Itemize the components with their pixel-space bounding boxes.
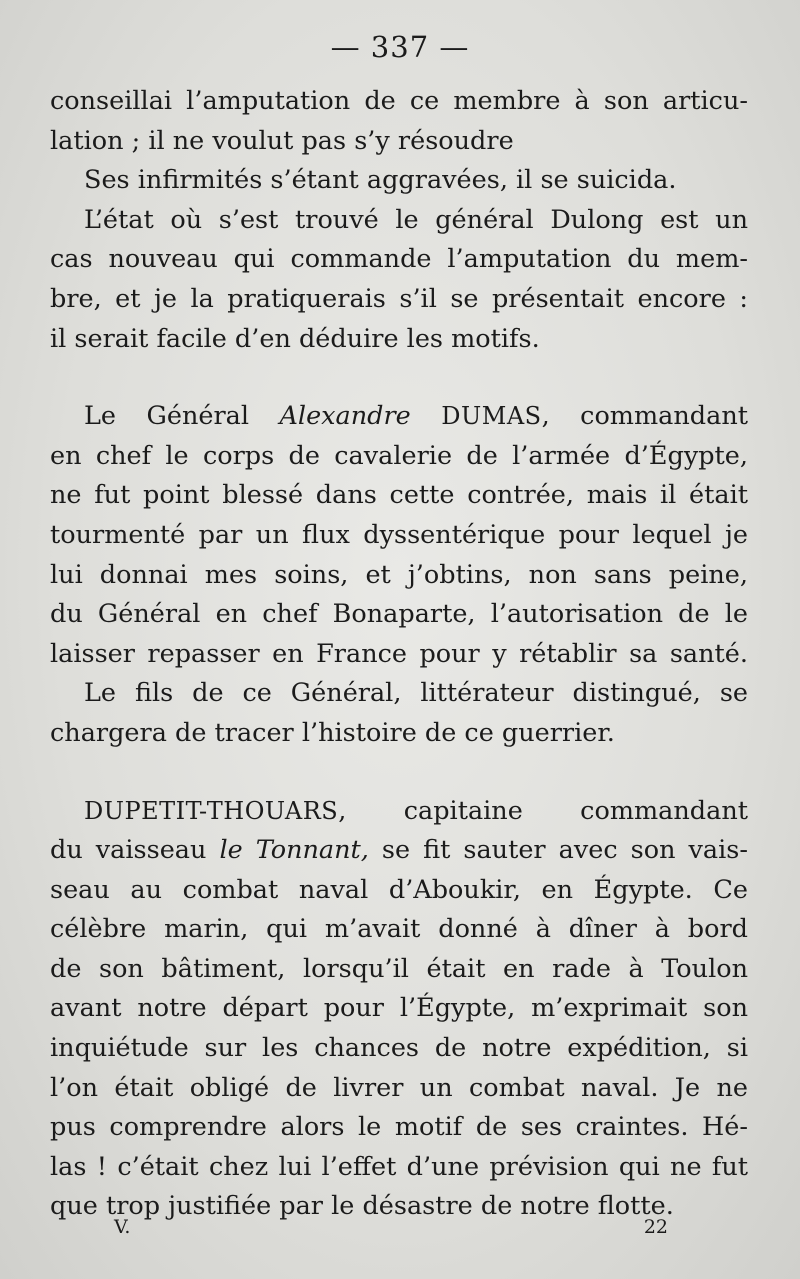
text-line	[50, 161, 748, 201]
text-line	[50, 82, 748, 122]
text-run: ne fut point blessé dans cette contrée, mais il était	[50, 480, 748, 511]
text-run: tourmenté par un flux dyssentérique pour lequel je	[50, 519, 748, 550]
text-run: Le fils de ce Général, littérateur distingué, se	[84, 678, 748, 709]
text-run: Le Général	[84, 401, 280, 432]
text-line	[50, 1029, 748, 1069]
text-line	[50, 516, 748, 556]
text-run: chargera de tracer l’histoire de ce guerrier.	[50, 717, 615, 748]
text-run: Alexandre	[279, 401, 411, 432]
text-line	[50, 201, 748, 241]
text-run: cas nouveau qui commande l’amputation du mem-	[50, 244, 748, 275]
text-run: que trop justifiée par le désastre de notre flotte.	[50, 1191, 674, 1222]
text-run: se fit sauter avec son vais-	[368, 835, 748, 866]
text-line	[50, 476, 748, 516]
text-run: , commandant	[541, 401, 748, 432]
text-line	[50, 1069, 748, 1109]
text-run: laisser repasser en France pour y rétablir sa santé.	[50, 638, 748, 669]
text-run: l’on était obligé de livrer un combat naval. Je ne	[50, 1072, 748, 1103]
text-line	[50, 437, 748, 477]
text-line	[50, 831, 748, 871]
text-line	[50, 122, 748, 162]
text-run: conseillai l’amputation de ce membre à son articu-	[50, 86, 748, 116]
page-footer	[0, 1216, 800, 1246]
text-run: L’état où s’est trouvé le général Dulong est un	[84, 204, 748, 235]
text-run: , capitaine commandant	[338, 795, 748, 826]
text-run: Ses infirmités s’étant aggravées, il se suicida.	[84, 165, 677, 196]
text-line	[50, 989, 748, 1029]
text-run: il serait facile d’en déduire les motifs.	[50, 323, 540, 354]
text-run: lation ; il ne voulut pas s’y résoudre	[50, 125, 514, 156]
text-run: DUMAS	[410, 402, 542, 431]
text-run: en chef le corps de cavalerie de l’armée d’Égypte,	[50, 440, 748, 471]
text-line	[50, 950, 748, 990]
text-run: pus comprendre alors le motif de ses craintes. Hé-	[50, 1112, 748, 1143]
text-run: du vaisseau	[50, 835, 220, 866]
text-run: avant notre départ pour l’Égypte, m’exprimait son	[50, 993, 748, 1024]
text-line	[50, 635, 748, 675]
text-run: bre, et je la pratiquerais s’il se présentait encore :	[50, 283, 748, 314]
page-number: — 337 —	[330, 30, 470, 64]
text-line	[50, 556, 748, 596]
text-line	[50, 714, 748, 754]
text-line	[50, 320, 748, 360]
text-line	[50, 792, 748, 832]
text-line	[50, 595, 748, 635]
text-run: du Général en chef Bonaparte, l’autorisation de le	[50, 599, 748, 630]
gathering-number: 22	[643, 1216, 668, 1238]
text-run: célèbre marin, qui m’avait donné à dîner à bord	[50, 914, 748, 945]
text-run: las ! c’était chez lui l’effet d’une prévision qui ne fut	[50, 1151, 748, 1182]
text-run: seau au combat naval d’Aboukir, en Égypte. Ce	[50, 874, 748, 905]
text-run: DUPETIT-THOUARS	[84, 796, 339, 825]
text-line	[50, 1108, 748, 1148]
text-run: le Tonnant,	[219, 835, 369, 866]
signature-mark: V.	[114, 1216, 131, 1238]
text-line	[50, 280, 748, 320]
text-line	[50, 674, 748, 714]
page-body	[50, 82, 748, 1227]
text-line	[50, 240, 748, 280]
text-run: lui donnai mes soins, et j’obtins, non sans peine,	[50, 559, 748, 590]
text-line	[50, 871, 748, 911]
text-line	[50, 397, 748, 437]
text-run: de son bâtiment, lorsqu’il était en rade à Toulon	[50, 953, 748, 984]
text-line	[50, 1148, 748, 1188]
text-run: inquiétude sur les chances de notre expédition, si	[50, 1033, 748, 1064]
text-line	[50, 910, 748, 950]
